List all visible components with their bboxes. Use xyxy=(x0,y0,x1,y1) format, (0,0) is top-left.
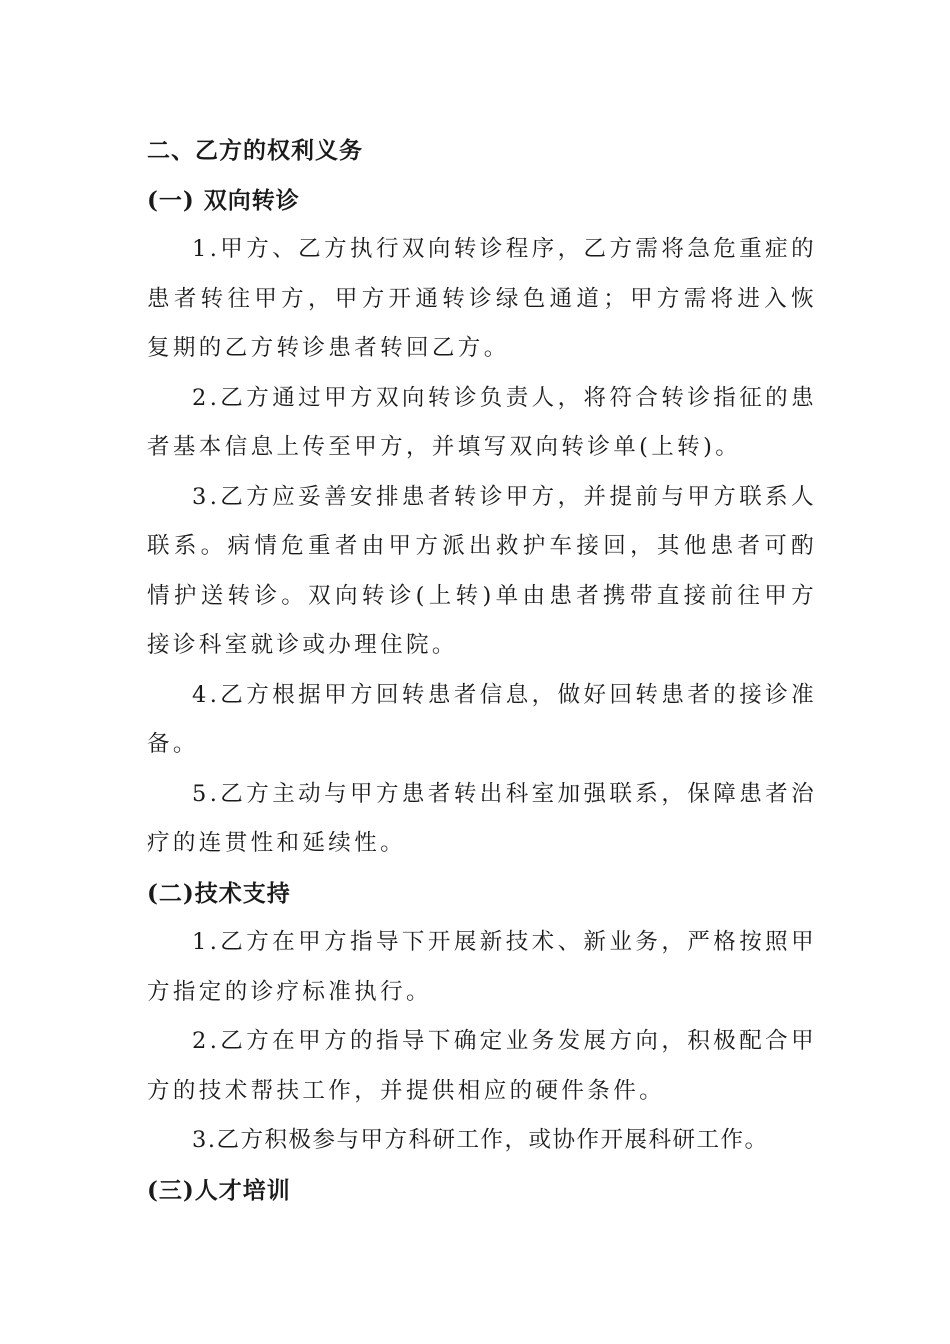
section-title: 二、乙方的权利义务 xyxy=(147,137,363,164)
paragraph: 2.乙方在甲方的指导下确定业务发展方向，积极配合甲方的技术帮扶工作，并提供相应的硬件条件。 xyxy=(147,1028,817,1104)
subsection-heading-talent-training: (三)人才培训 xyxy=(147,1176,291,1204)
paragraph: 1.甲方、乙方执行双向转诊程序，乙方需将急危重症的患者转往甲方，甲方开通转诊绿色通道；甲方需将进入恢复期的乙方转诊患者转回乙方。 xyxy=(147,236,817,361)
paragraph: 4.乙方根据甲方回转患者信息，做好回转患者的接诊准备。 xyxy=(147,681,817,757)
paragraph: 1.乙方在甲方指导下开展新技术、新业务，严格按照甲方指定的诊疗标准执行。 xyxy=(147,929,817,1005)
paragraph: 5.乙方主动与甲方患者转出科室加强联系，保障患者治疗的连贯性和延续性。 xyxy=(147,780,817,856)
paragraph: 3.乙方积极参与甲方科研工作，或协作开展科研工作。 xyxy=(192,1127,769,1153)
subsection-heading-referral: (一) 双向转诊 xyxy=(147,186,300,214)
paragraph: 2.乙方通过甲方双向转诊负责人，将符合转诊指征的患者基本信息上传至甲方，并填写双向转诊单(上转)。 xyxy=(147,384,817,460)
paragraph: 3.乙方应妥善安排患者转诊甲方，并提前与甲方联系人联系。病情危重者由甲方派出救护车接回，其他患者可酌情护送转诊。双向转诊(上转)单由患者携带直接前往甲方接诊科室就诊或办理住院。 xyxy=(147,483,817,658)
document-body xyxy=(147,126,817,1215)
subsection-heading-technical-support: (二)技术支持 xyxy=(147,879,291,907)
